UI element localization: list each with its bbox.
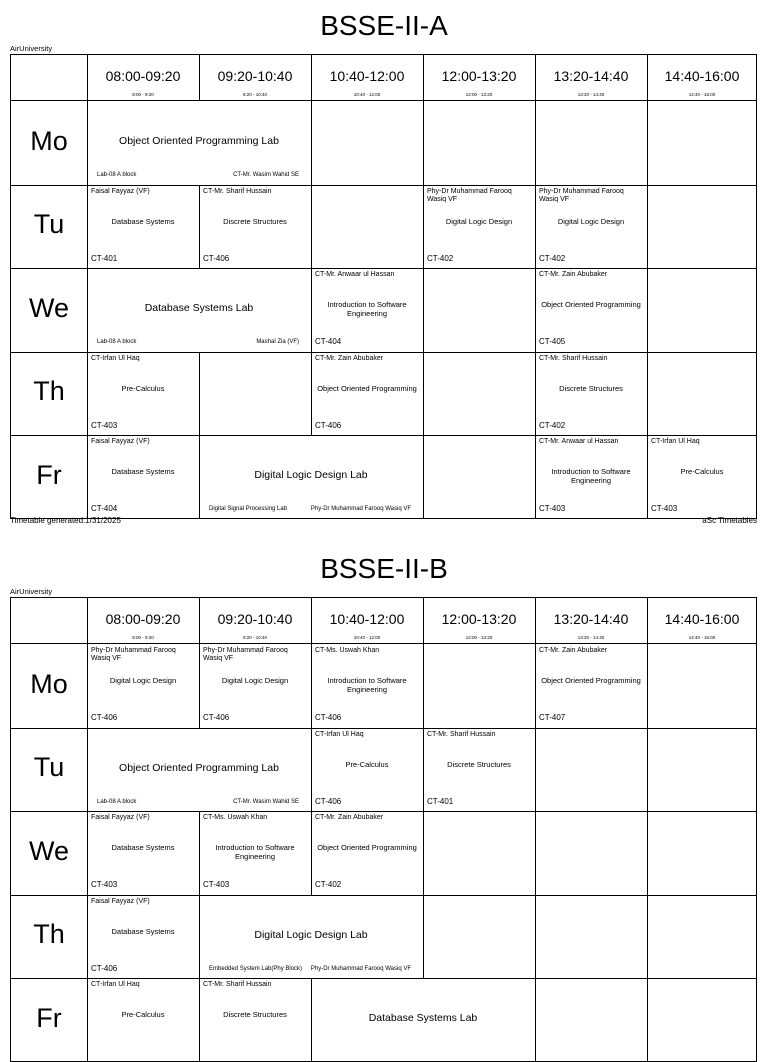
period-time: 09:20-10:40 [217, 611, 293, 627]
footer-generated: Timetable generated:1/31/2025 [10, 516, 121, 525]
teacher-name: Faisal Fayyaz (VF) [91, 187, 150, 195]
period-time: 09:20-10:40 [217, 68, 293, 84]
period-header [647, 598, 757, 643]
period-time: 14:40-16:00 [664, 68, 740, 84]
subject-name: Discrete Structures [559, 383, 623, 393]
lab-location: Lab-08 A block [97, 798, 137, 805]
empty-cell [423, 811, 535, 895]
class-session-cell[interactable] [535, 185, 647, 269]
period-header [311, 598, 423, 643]
subject-name: Pre-Calculus [121, 383, 165, 393]
day-label: We [28, 835, 69, 866]
period-time-small: 13:20 - 14:40 [577, 92, 605, 97]
teacher-name: CT-Mr. Zain Abubaker [539, 647, 608, 654]
room-label: CT-406 [203, 253, 230, 263]
lab-location: Embedded System Lab(Phy Block) [209, 965, 303, 972]
teacher-name: CT-Mr. Sharif Hussain [203, 187, 272, 195]
period-header [199, 55, 311, 100]
class-session-cell[interactable] [535, 268, 647, 352]
subject-name: Introduction to Software Engineering [327, 676, 407, 694]
period-time: 14:40-16:00 [664, 611, 740, 627]
empty-cell [535, 811, 647, 895]
class-session-cell[interactable] [87, 978, 199, 1062]
day-label: Th [33, 376, 65, 407]
teacher-name: CT-Irfan Ul Haq [91, 981, 140, 988]
empty-cell [535, 101, 647, 185]
teacher-name: Phy-Dr Muhammad Farooq Wasiq VF [539, 187, 624, 203]
teacher-name: Faisal Fayyaz (VF) [91, 438, 150, 445]
teacher-name: CT-Mr. Zain Abubaker [315, 354, 384, 362]
subject-name: Discrete Structures [223, 1010, 287, 1019]
lab-instructor: Phy-Dr Muhammad Farooq Wasiq VF [310, 506, 411, 512]
empty-cell [311, 101, 423, 185]
period-time-small: 10:40 - 12:00 [353, 635, 381, 640]
class-session-cell[interactable] [535, 352, 647, 436]
room-label: CT-403 [91, 420, 118, 430]
room-label: CT-401 [91, 253, 118, 263]
period-time-small: 10:40 - 12:00 [353, 92, 381, 97]
lab-subject-name: Digital Logic Design Lab [254, 928, 368, 941]
room-label: CT-402 [315, 880, 342, 889]
subject-name: Database Systems [111, 926, 175, 936]
period-time-small: 9:20 - 10:40 [242, 92, 268, 97]
teacher-name: CT-Irfan Ul Haq [91, 354, 140, 362]
empty-cell [647, 895, 757, 979]
room-label: CT-406 [91, 713, 118, 722]
lab-subject-name: Object Oriented Programming Lab [119, 135, 279, 147]
teacher-name: CT-Mr. Anwaar ul Hassan [315, 271, 395, 278]
subject-name: Discrete Structures [447, 759, 511, 769]
teacher-name: Phy-Dr Muhammad Farooq Wasiq VF [203, 647, 288, 662]
period-header [423, 598, 535, 643]
teacher-name: CT-Irfan Ul Haq [315, 730, 364, 738]
room-label: CT-406 [315, 713, 342, 722]
period-header [423, 55, 535, 100]
class-session-cell[interactable] [535, 435, 647, 519]
teacher-name: CT-Ms. Uswah Khan [203, 814, 268, 821]
subject-name: Introduction to Software Engineering [215, 843, 295, 861]
lab-subject-name: Database Systems Lab [368, 1012, 478, 1024]
subject-name: Introduction to Software Engineering [551, 467, 631, 485]
room-label: CT-407 [539, 713, 566, 722]
room-label: CT-403 [651, 504, 678, 513]
lab-session-cell[interactable] [311, 978, 535, 1062]
class-session-cell[interactable] [311, 644, 423, 728]
class-session-cell[interactable] [87, 435, 199, 519]
room-label: CT-402 [427, 253, 454, 263]
room-label: CT-403 [91, 880, 118, 889]
lab-instructor: CT-Mr. Wasim Wahid SE [233, 172, 299, 178]
period-time-small: 13:20 - 14:40 [577, 635, 605, 640]
lab-instructor: Phy-Dr Muhammad Farooq Wasiq VF [310, 965, 411, 972]
lab-subject-name: Database Systems Lab [144, 302, 254, 314]
period-time: 13:20-14:40 [553, 68, 629, 84]
empty-cell [535, 728, 647, 812]
day-label: We [28, 292, 69, 323]
lab-location: Digital Signal Processing Lab [209, 506, 288, 512]
lab-session-cell[interactable] [87, 101, 311, 185]
empty-cell [647, 728, 757, 812]
period-time-small: 14:40 - 16:00 [688, 635, 716, 640]
lab-subject-name: Digital Logic Design Lab [254, 469, 368, 481]
period-time: 12:00-13:20 [441, 611, 517, 627]
class-session-cell[interactable] [311, 811, 423, 895]
empty-cell [423, 268, 535, 352]
timetable-grid [10, 54, 757, 519]
empty-cell [535, 895, 647, 979]
room-label: CT-402 [539, 253, 566, 263]
room-label: CT-403 [203, 880, 230, 889]
empty-cell [199, 352, 311, 436]
empty-cell [311, 185, 423, 269]
empty-cell [647, 644, 757, 728]
footer-brand: aSc Timetables [702, 516, 757, 525]
class-session-cell[interactable] [199, 811, 311, 895]
class-session-cell[interactable] [199, 644, 311, 728]
empty-cell [423, 101, 535, 185]
teacher-name: Phy-Dr Muhammad Farooq Wasiq VF [427, 187, 512, 203]
room-label: CT-402 [539, 420, 566, 430]
day-label: Th [33, 919, 65, 950]
period-time-small: 8:00 - 9:20 [132, 92, 154, 97]
period-time-small: 9:20 - 10:40 [242, 635, 268, 640]
class-session-cell[interactable] [423, 185, 535, 269]
teacher-name: CT-Ms. Uswah Khan [315, 647, 380, 654]
lab-session-cell[interactable] [199, 895, 423, 979]
empty-cell [647, 101, 757, 185]
day-label: Mo [30, 668, 68, 699]
period-header [87, 598, 199, 643]
timetable-title: BSSE-II-B [320, 553, 448, 584]
empty-cell [647, 978, 757, 1062]
period-header [311, 55, 423, 100]
room-label: CT-406 [315, 420, 342, 430]
lab-session-cell[interactable] [87, 728, 311, 812]
class-session-cell[interactable] [311, 268, 423, 352]
day-label: Fr [36, 1002, 62, 1033]
period-header [535, 55, 647, 100]
lab-instructor: CT-Mr. Wasim Wahid SE [233, 798, 299, 805]
room-label: CT-406 [203, 713, 230, 722]
class-session-cell[interactable] [647, 435, 757, 519]
subject-name: Introduction to Software Engineering [327, 300, 407, 318]
class-session-cell[interactable] [87, 811, 199, 895]
teacher-name: CT-Mr. Zain Abubaker [539, 271, 608, 278]
room-label: CT-404 [315, 337, 342, 346]
lab-subject-name: Object Oriented Programming Lab [119, 761, 279, 774]
teacher-name: CT-Mr. Zain Abubaker [315, 814, 384, 821]
day-label: Fr [36, 459, 62, 490]
period-time-small: 12:00 - 13:20 [465, 635, 493, 640]
teacher-name: Phy-Dr Muhammad Farooq Wasiq VF [91, 647, 176, 662]
empty-cell [423, 352, 535, 436]
empty-cell [647, 811, 757, 895]
empty-cell [647, 185, 757, 269]
subject-name: Database Systems [111, 467, 175, 476]
class-session-cell[interactable] [199, 978, 311, 1062]
room-label: CT-405 [539, 337, 566, 346]
period-header [199, 598, 311, 643]
period-time-small: 14:40 - 16:00 [688, 92, 716, 97]
subject-name: Object Oriented Programming [541, 300, 641, 309]
organization-label: AirUniversity [10, 44, 53, 53]
subject-name: Object Oriented Programming [317, 383, 417, 393]
teacher-name: Faisal Fayyaz (VF) [91, 814, 150, 821]
subject-name: Pre-Calculus [345, 759, 389, 769]
lab-location: Lab-08 A block [97, 172, 137, 178]
lab-instructor: Mashal Zia (VF) [256, 339, 299, 345]
teacher-name: CT-Irfan Ul Haq [651, 438, 700, 445]
subject-name: Pre-Calculus [680, 467, 724, 476]
teacher-name: CT-Mr. Sharif Hussain [203, 981, 272, 988]
room-label: CT-401 [427, 796, 454, 806]
class-session-cell[interactable] [311, 728, 423, 812]
teacher-name: CT-Mr. Sharif Hussain [539, 354, 608, 362]
room-label: CT-406 [91, 963, 118, 973]
subject-name: Database Systems [111, 216, 175, 226]
period-time-small: 12:00 - 13:20 [465, 92, 493, 97]
room-label: CT-406 [315, 796, 342, 806]
period-time: 10:40-12:00 [329, 611, 405, 627]
subject-name: Digital Logic Design [557, 216, 625, 226]
period-header [535, 598, 647, 643]
subject-name: Digital Logic Design [221, 676, 289, 685]
room-label: CT-403 [539, 504, 566, 513]
timetable-title: BSSE-II-A [320, 10, 448, 41]
day-label: Tu [33, 209, 65, 240]
organization-label: AirUniversity [10, 587, 53, 596]
empty-cell [535, 978, 647, 1062]
class-session-cell[interactable] [87, 644, 199, 728]
empty-cell [423, 435, 535, 519]
class-session-cell[interactable] [199, 185, 311, 269]
class-session-cell[interactable] [87, 352, 199, 436]
subject-name: Digital Logic Design [109, 676, 177, 685]
period-header [647, 55, 757, 100]
subject-name: Object Oriented Programming [317, 843, 417, 852]
lab-session-cell[interactable] [199, 435, 423, 519]
empty-cell [647, 352, 757, 436]
subject-name: Discrete Structures [223, 216, 287, 226]
period-time: 13:20-14:40 [553, 611, 629, 627]
room-label: CT-404 [91, 504, 118, 513]
period-time: 08:00-09:20 [105, 68, 181, 84]
class-session-cell[interactable] [535, 644, 647, 728]
empty-cell [647, 268, 757, 352]
subject-name: Object Oriented Programming [541, 676, 641, 685]
period-header [87, 55, 199, 100]
lab-session-cell[interactable] [87, 268, 311, 352]
period-time-small: 8:00 - 9:20 [132, 635, 154, 640]
class-session-cell[interactable] [311, 352, 423, 436]
teacher-name: CT-Mr. Anwaar ul Hassan [539, 438, 619, 445]
teacher-name: Faisal Fayyaz (VF) [91, 897, 150, 905]
subject-name: Digital Logic Design [445, 216, 513, 226]
period-time: 10:40-12:00 [329, 68, 405, 84]
class-session-cell[interactable] [423, 728, 535, 812]
day-label: Mo [30, 125, 68, 156]
lab-location: Lab-08 A block [97, 339, 137, 345]
empty-cell [423, 895, 535, 979]
class-session-cell[interactable] [87, 185, 199, 269]
period-time: 08:00-09:20 [105, 611, 181, 627]
empty-cell [423, 644, 535, 728]
subject-name: Pre-Calculus [121, 1010, 165, 1019]
period-time: 12:00-13:20 [441, 68, 517, 84]
class-session-cell[interactable] [87, 895, 199, 979]
teacher-name: CT-Mr. Sharif Hussain [427, 730, 496, 738]
subject-name: Database Systems [111, 843, 175, 852]
timetable-grid [10, 597, 757, 1062]
day-label: Tu [33, 752, 65, 783]
